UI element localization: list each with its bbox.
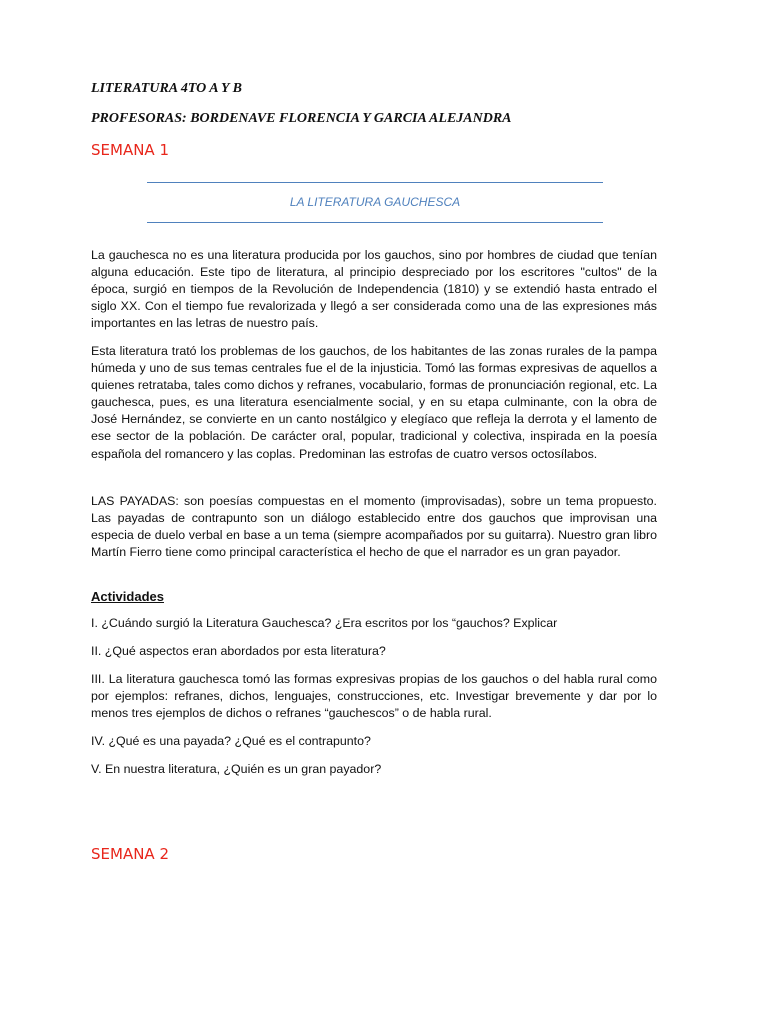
document-title: LA LITERATURA GAUCHESCA	[289, 195, 461, 209]
question-1: I. ¿Cuándo surgió la Literatura Gauchesca? ¿Era escritos por los “gauchos? Explicar	[91, 616, 558, 630]
week-2-heading: SEMANA 2	[91, 845, 169, 863]
question-4: IV. ¿Qué es una payada? ¿Qué es el contrapunto?	[91, 734, 371, 748]
activities-heading: Actividades	[91, 589, 164, 604]
paragraph-payadas: LAS PAYADAS: son poesías compuestas en el momento (improvisadas), sobre un tema propuesto. Las payadas de contrapunto son un diálogo establecido entre dos gauchos que improvisan una especia de duelo verbal en base a un tema (siempre acompañados por su guitarra). Nuestro gran libro Martín Fierro tiene como principal característica el hecho de que el narrador es un gran payador.	[91, 494, 657, 560]
question-3: III. La literatura gauchesca tomó las formas expresivas propias de los gauchos o del habla rural como por ejemplos: refranes, dichos, lenguajes, construcciones, etc. Investigar brevemente y dar por lo menos tres ejemplos de dichos o refranes “gauchescos” o de habla rural.	[91, 672, 657, 721]
title-rule-top	[147, 182, 603, 183]
week-1-heading: SEMANA 1	[91, 141, 169, 159]
course-title: LITERATURA 4TO A Y B	[91, 81, 242, 96]
paragraph-intro: La gauchesca no es una literatura producida por los gauchos, sino por hombres de ciudad que tenían alguna educación. Este tipo de literatura, al principio despreciado por los escritores "cultos" de la época, surgió en tiempos de la Revolución de Independencia (1810) y se extendió hasta entrado el siglo XX. Con el tiempo fue revalorizada y llegó a ser considerada como una de las expresiones más importantes en las letras de nuestro país.	[91, 248, 657, 331]
title-rule-bottom	[147, 222, 603, 223]
teachers-line: PROFESORAS: BORDENAVE FLORENCIA Y GARCIA ALEJANDRA	[91, 111, 512, 126]
question-5: V. En nuestra literatura, ¿Quién es un gran payador?	[91, 762, 382, 776]
question-2: II. ¿Qué aspectos eran abordados por esta literatura?	[91, 644, 386, 658]
paragraph-themes: Esta literatura trató los problemas de los gauchos, de los habitantes de las zonas rurales de la pampa húmeda y uno de sus temas centrales fue el de la injusticia. Tomó las formas expresivas de aquellos a quienes retrataba, tales como dichos y refranes, vocabulario, formas de pronunciación regional, etc. La gauchesca, pues, es una literatura esencialmente social, y en su etapa culminante, con la obra de José Hernández, se convierte en un canto nostálgico y elegíaco que refleja la derrota y el lamento de ese sector de la población. De carácter oral, popular, tradicional y colectiva, inspirada en la poesía española del romancero y las coplas. Predominan las estrofas de cuatro versos octosílabos.	[91, 344, 657, 461]
